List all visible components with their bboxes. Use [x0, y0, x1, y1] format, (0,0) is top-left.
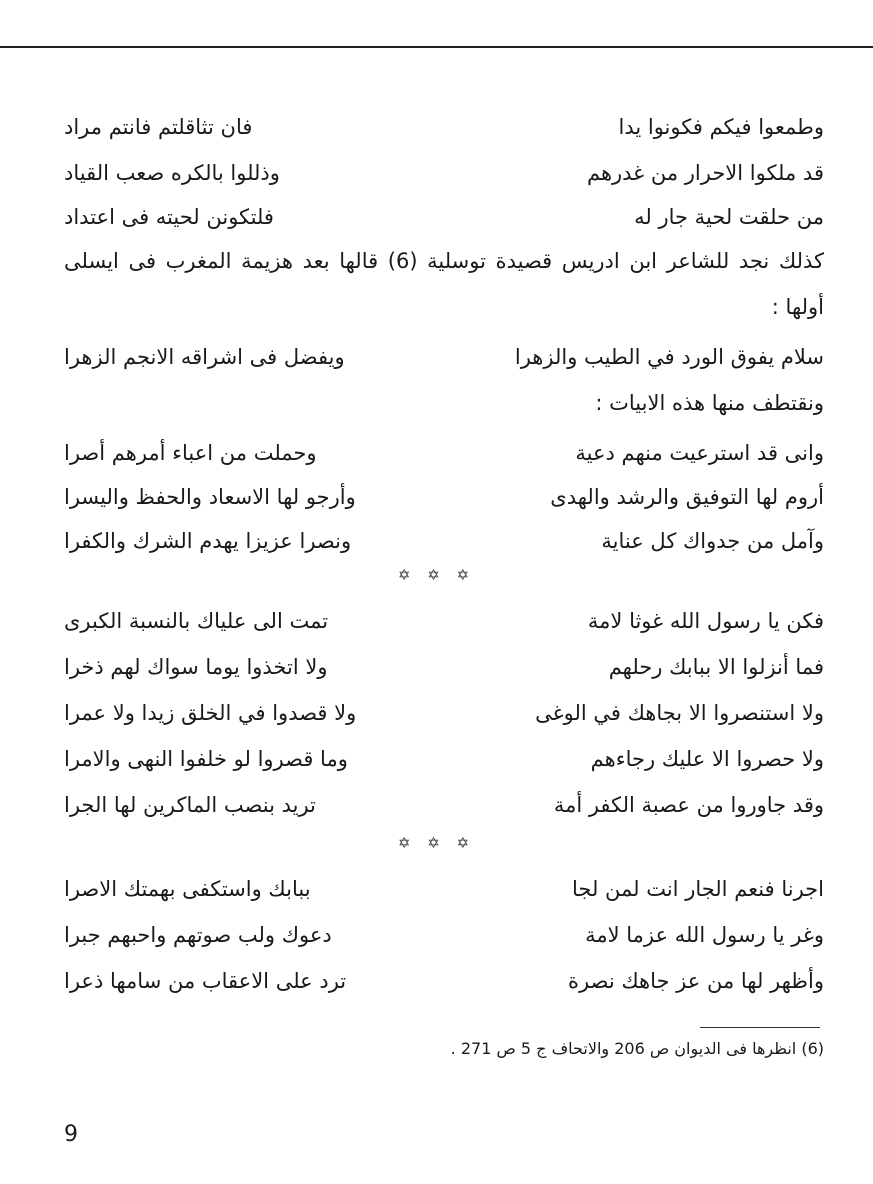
verse-line: [64, 958, 824, 1004]
verse-second-hemistich: فلتكونن لحيته فى اعتداد: [64, 205, 274, 229]
verse-second-hemistich: وأرجو لها الاسعاد والحفظ واليسرا: [64, 485, 356, 509]
verse-line: [64, 782, 824, 828]
verse-first-hemistich: وقد جاوروا من عصبة الكفر أمة: [553, 793, 824, 817]
verse-line: [64, 474, 824, 520]
intro-paragraph: كذلك نجد للشاعر ابن ادريس قصيدة توسلية (6) قالها بعد هزيمة المغرب فى ايسلى أولها :: [64, 249, 824, 319]
verse-first-hemistich: وأظهر لها من عز جاهك نصرة: [568, 969, 824, 993]
verse-line: [64, 598, 824, 644]
header-rule: [0, 46, 873, 48]
verse-second-hemistich: وذللوا بالكره صعب القياد: [64, 161, 280, 185]
verse-second-hemistich: ونصرا عزيزا يهدم الشرك والكفرا: [64, 529, 352, 553]
verse-second-hemistich: تريد بنصب الماكرين لها الجرا: [64, 793, 316, 817]
verse-second-hemistich: ويفضل فى اشراقه الانجم الزهرا: [64, 345, 345, 369]
verse-line: [64, 430, 824, 476]
verse-first-hemistich: وانى قد استرعيت منهم دعية: [575, 441, 824, 465]
verse-second-hemistich: ولا اتخذوا يوما سواك لهم ذخرا: [64, 655, 328, 679]
footnote-rule: [700, 1027, 820, 1028]
verse-line: [64, 690, 824, 736]
verse-second-hemistich: فان تثاقلتم فانتم مراد: [64, 115, 253, 139]
verse-line: [64, 866, 824, 912]
verse-first-hemistich: ولا استنصروا الا بجاهك في الوغى: [535, 701, 824, 725]
verse-line: [64, 736, 824, 782]
verse-first-hemistich: سلام يفوق الورد في الطيب والزهرا: [514, 345, 824, 369]
verse-second-hemistich: وما قصروا لو خلفوا النهى والامرا: [64, 747, 348, 771]
verse-line: [64, 518, 824, 564]
page-number: 9: [64, 1122, 78, 1147]
opening-verse: [64, 334, 824, 380]
verse-first-hemistich: اجرنا فنعم الجار انت لمن لجا: [571, 877, 824, 901]
footnote: (6) انظرها فى الديوان ص 206 والاتحاف ج 5 ص 271 .: [450, 1039, 824, 1058]
verse-first-hemistich: وطمعوا فيكم فكونوا يدا: [618, 115, 824, 139]
verse-first-hemistich: قد ملكوا الاحرار من غدرهم: [586, 161, 824, 185]
verse-second-hemistich: ولا قصدوا في الخلق زيدا ولا عمرا: [64, 701, 357, 725]
verse-first-hemistich: وآمل من جدواك كل عناية: [601, 529, 824, 553]
verse-first-hemistich: من حلقت لحية جار له: [634, 205, 824, 229]
verse-first-hemistich: وغر يا رسول الله عزما لامة: [585, 923, 824, 947]
verse-first-hemistich: ولا حصروا الا عليك رجاءهم: [590, 747, 824, 771]
verse-second-hemistich: ترد على الاعقاب من سامها ذعرا: [64, 969, 347, 993]
section-separator-stars: ✡ ✡ ✡: [397, 834, 476, 852]
verse-first-hemistich: فما أنزلوا الا ببابك رحلهم: [608, 655, 824, 679]
verse-second-hemistich: ببابك واستكفى بهمتك الاصرا: [64, 877, 311, 901]
verse-second-hemistich: تمت الى علياك بالنسبة الكبرى: [64, 609, 329, 633]
section-separator-stars: ✡ ✡ ✡: [397, 566, 476, 584]
verse-line: [64, 150, 824, 196]
verse-line: [64, 104, 824, 150]
verse-second-hemistich: دعوك ولب صوتهم واحبهم جبرا: [64, 923, 332, 947]
verse-line: [64, 194, 824, 240]
verse-line: [64, 912, 824, 958]
excerpt-intro-line: ونقتطف منها هذه الابيات :: [595, 391, 824, 415]
verse-first-hemistich: فكن يا رسول الله غوثا لامة: [587, 609, 824, 633]
verse-first-hemistich: أروم لها التوفيق والرشد والهدى: [550, 485, 824, 509]
verse-line: [64, 644, 824, 690]
verse-second-hemistich: وحملت من اعباء أمرهم أصرا: [64, 441, 317, 465]
